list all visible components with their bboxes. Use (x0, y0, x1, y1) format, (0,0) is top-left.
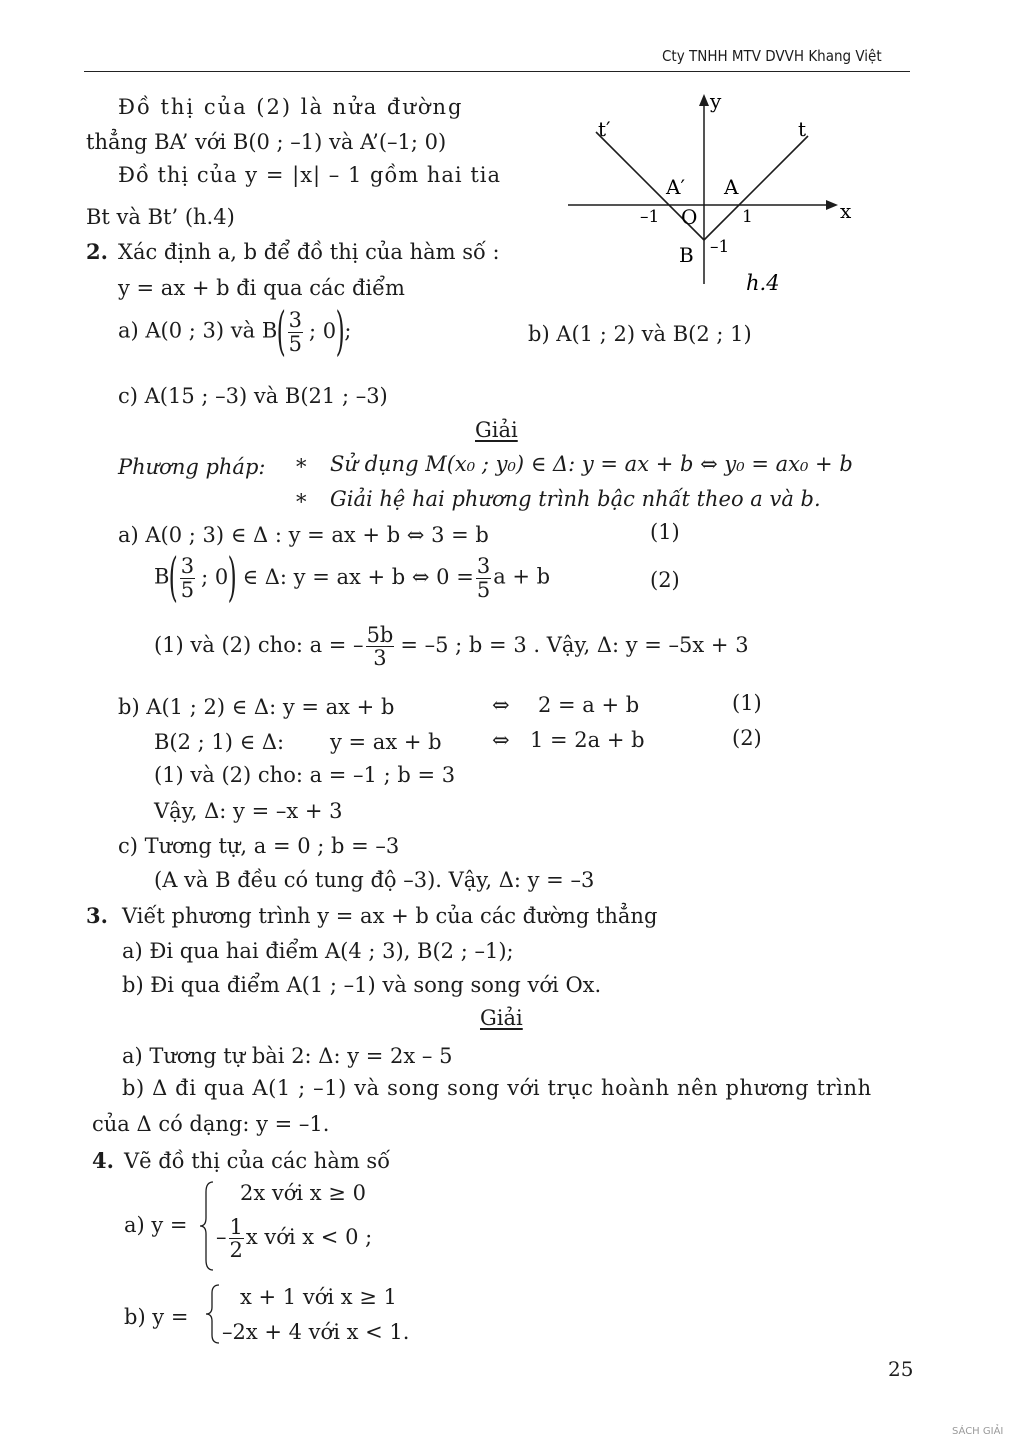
equation-number-b1: (1) (732, 691, 762, 715)
problem-3-title: Viết phương trình y = ax + b của các đường thẳng (122, 904, 658, 928)
problem-4a-case-2 (216, 1216, 372, 1261)
intro-line-1: Đồ thị của (2) là nửa đường (118, 95, 464, 119)
problem-3-number: 3. (86, 903, 108, 928)
label-t: t (798, 117, 807, 141)
publisher-header: Cty TNHH MTV DVVH Khang Việt (662, 47, 882, 65)
solution-3a: a) Tương tự bài 2: Δ: y = 2x – 5 (122, 1044, 453, 1068)
solution-2-heading: Giải (475, 418, 518, 442)
method-star-2: * (296, 490, 307, 514)
method-label: Phương pháp: (118, 455, 266, 479)
solution-2b-line-1-right: 2 = a + b (538, 693, 640, 717)
problem-2b: b) A(1 ; 2) và B(2 ; 1) (528, 322, 752, 346)
solution-2a-mid: ∈ Δ: y = ax + b ⇔ 0 = (242, 564, 474, 589)
minus-sign: – (216, 1225, 227, 1250)
problem-2a-end: ; (344, 318, 352, 343)
paren-close: ) (335, 302, 345, 362)
solution-2b-line-2-right: 1 = 2a + b (530, 728, 645, 752)
method-step-1: Sử dụng M(x₀ ; y₀) ∈ Δ: y = ax + b ⇔ y₀ = ax₀ + b (330, 452, 853, 476)
label-a-prime: A′ (666, 175, 685, 199)
fraction-3-5 (180, 555, 195, 600)
problem-3a: a) Đi qua hai điểm A(4 ; 3), B(2 ; –1); (122, 939, 514, 963)
label-minus-1-y: –1 (710, 237, 730, 257)
solution-2b-line-3: (1) và (2) cho: a = –1 ; b = 3 (154, 763, 456, 787)
fraction-denominator: 5 (476, 577, 491, 602)
method-star-1: * (296, 455, 307, 479)
problem-2-subtitle: y = ax + b đi qua các điểm (118, 276, 405, 300)
equation-number-1: (1) (650, 520, 680, 544)
header-rule (84, 71, 910, 72)
y-axis-arrow (699, 94, 709, 106)
equation-number-b2: (2) (732, 726, 762, 750)
fraction-denominator: 5 (180, 577, 195, 602)
fraction-numerator: 3 (288, 308, 302, 333)
solution-2a-end: a + b (493, 564, 551, 589)
problem-4b-case-1: x + 1 với x ≥ 1 (240, 1285, 397, 1309)
label-origin: O (681, 205, 698, 229)
ray-bt (704, 136, 808, 240)
fraction-3-5-coef (476, 555, 491, 600)
solution-3-heading: Giải (480, 1006, 523, 1030)
site-logo: SÁCH GIẢI (952, 1426, 1004, 1437)
label-x: x (840, 199, 852, 223)
solution-2a-line-1: a) A(0 ; 3) ∈ Δ : y = ax + b ⇔ 3 = b (118, 523, 489, 547)
solution-3b-line-2: của Δ có dạng: y = –1. (92, 1112, 330, 1136)
fraction-3-5 (288, 309, 303, 354)
problem-2-number: 2. (86, 239, 108, 264)
x-axis-arrow (826, 200, 838, 210)
solution-2b-line-2-left: B(2 ; 1) ∈ Δ: (154, 730, 285, 754)
problem-4b-case-2: –2x + 4 với x < 1. (222, 1320, 410, 1344)
problem-2a-post: ; 0 (308, 318, 337, 343)
label-minus-1-x: –1 (640, 207, 660, 227)
fraction-numerator: 1 (229, 1215, 243, 1239)
solution-2c-line-1: c) Tương tự, a = 0 ; b = –3 (118, 834, 400, 858)
problem-4-number: 4. (92, 1148, 114, 1173)
equation-number-2: (2) (650, 568, 680, 592)
fraction-1-2 (229, 1216, 244, 1261)
solution-2b-line-4: Vậy, Δ: y = –x + 3 (154, 799, 343, 823)
equivalence-1: ⇔ (492, 693, 510, 717)
fraction-numerator: 5b (366, 623, 394, 647)
intro-line-3: Đồ thị của y = |x| – 1 gồm hai tia (118, 163, 501, 187)
solution-2b-line-1-left: b) A(1 ; 2) ∈ Δ: y = ax + b (118, 695, 395, 719)
problem-2-title: Xác định a, b để đồ thị của hàm số : (118, 240, 500, 264)
label-a: A (724, 175, 739, 199)
fraction-numerator: 3 (180, 554, 195, 579)
problem-2c: c) A(15 ; –3) và B(21 ; –3) (118, 384, 388, 408)
problem-4a-case-2-text: x với x < 0 ; (245, 1225, 373, 1250)
graph-figure-h4 (560, 88, 880, 298)
fraction-numerator: 3 (476, 554, 491, 579)
label-y: y (710, 89, 722, 113)
figure-caption: h.4 (746, 271, 780, 295)
solution-3b-line-1: b) Δ đi qua A(1 ; –1) và song song với trục hoành nên phương trình (122, 1076, 872, 1100)
solution-2a-line-2 (154, 548, 551, 608)
label-1-x: 1 (742, 207, 753, 227)
problem-2a-prefix: a) A(0 ; 3) và B (118, 318, 278, 343)
fraction-denominator: 3 (373, 646, 387, 671)
label-t-prime: t′ (598, 117, 611, 141)
solution-2a-result-post: = –5 ; b = 3 . Vậy, Δ: y = –5x + 3 (400, 633, 749, 658)
problem-3b: b) Đi qua điểm A(1 ; –1) và song song với Ox. (122, 973, 602, 997)
solution-2a-line-3 (154, 624, 749, 669)
point-b-post: ; 0 (201, 564, 229, 589)
problem-4a-case-1: 2x với x ≥ 0 (240, 1181, 366, 1205)
intro-line-4: Bt và Bt’ (h.4) (86, 205, 235, 229)
problem-4b-label: b) y = (124, 1305, 189, 1329)
label-b: B (679, 243, 694, 267)
method-step-2: Giải hệ hai phương trình bậc nhất theo a và b. (330, 487, 821, 511)
solution-2a-result-pre: (1) và (2) cho: a = – (154, 633, 364, 658)
paren-open: ( (169, 548, 179, 608)
paren-close: ) (227, 548, 237, 608)
fraction-denominator: 5 (288, 331, 302, 356)
paren-open: ( (276, 302, 286, 362)
fraction-denominator: 2 (229, 1238, 243, 1263)
left-brace-4b (204, 1283, 222, 1345)
point-b-label: B (154, 564, 170, 589)
equivalence-2: ⇔ (492, 728, 510, 752)
solution-2b-line-2-eq: y = ax + b (330, 730, 442, 754)
problem-4a-label: a) y = (124, 1213, 188, 1237)
left-brace-4a (198, 1180, 216, 1272)
page-number: 25 (888, 1357, 914, 1381)
solution-2c-line-2: (A và B đều có tung độ –3). Vậy, Δ: y = –3 (154, 868, 595, 892)
fraction-5b-3 (366, 624, 395, 669)
intro-line-2: thẳng BA’ với B(0 ; –1) và A’(–1; 0) (86, 130, 447, 154)
problem-4-title: Vẽ đồ thị của các hàm số (124, 1149, 391, 1173)
problem-2a (118, 302, 352, 362)
